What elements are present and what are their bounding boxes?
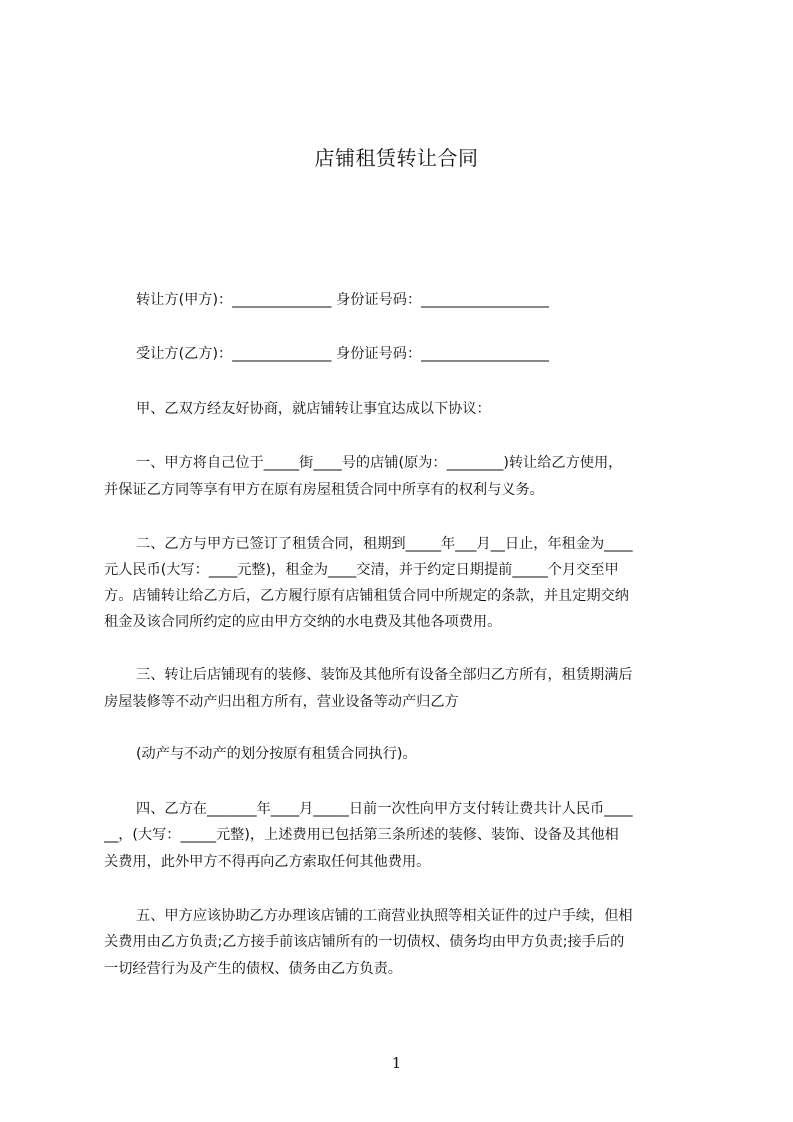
clause-4-line-1: 四、乙方在_______年____月_____日前一次性向甲方支付转让费共计人民币____ [136, 801, 633, 817]
transferor-line: 转让方(甲方)：______________ 身份证号码：__________________ [136, 292, 549, 308]
clause-2-line-2: 元人民币(大写：____元整)，租金为____交清，并于约定日期提前_____个月交至甲 [104, 562, 619, 578]
clause-4-line-2: __，(大写：_____元整)，上述费用已包括第三条所述的装修、装饰、设备及其他相 [104, 827, 619, 843]
clause-2-line-1: 二、乙方与甲方已签订了租赁合同，租期到_____年___月__日止，年租金为____ [136, 536, 633, 552]
clause-1-line-2: 并保证乙方同等享有甲方在原有房屋租赁合同中所享有的权利与义务。 [104, 482, 544, 498]
clause-3-line-2: 房屋装修等不动产归出租方所有，营业设备等动产归乙方 [104, 694, 459, 710]
clause-5-line-1: 五、甲方应该协助乙方办理该店铺的工商营业执照等相关证件的过户手续，但相 [136, 908, 633, 924]
clause-1-line-1: 一、甲方将自己位于_____街____号的店铺(原为：________)转让给乙方使用， [136, 455, 623, 471]
clause-4-line-3: 关费用，此外甲方不得再向乙方索取任何其他费用。 [104, 854, 431, 870]
clause-2-line-4: 租金及该合同所约定的应由甲方交纳的水电费及其他各项费用。 [104, 614, 502, 630]
document-title: 店铺租赁转让合同 [314, 146, 479, 170]
preamble-line: 甲、乙双方经友好协商，就店铺转让事宜达成以下协议： [136, 401, 491, 417]
clause-3-note: (动产与不动产的划分按原有租赁合同执行)。 [136, 746, 417, 762]
clause-2-line-3: 方。店铺转让给乙方后，乙方履行原有店铺租赁合同中所规定的条款，并且定期交纳 [104, 588, 629, 604]
clause-3-line-1: 三、转让后店铺现有的装修、装饰及其他所有设备全部归乙方所有，租赁期满后 [136, 667, 633, 683]
page-number: 1 [391, 1054, 402, 1072]
transferee-line: 受让方(乙方)：______________ 身份证号码：__________________ [136, 346, 549, 362]
clause-5-line-3: 一切经营行为及产生的债权、债务由乙方负责。 [104, 961, 402, 977]
clause-5-line-2: 关费用由乙方负责;乙方接手前该店铺所有的一切债权、债务均由甲方负责;接手后的 [104, 934, 625, 950]
